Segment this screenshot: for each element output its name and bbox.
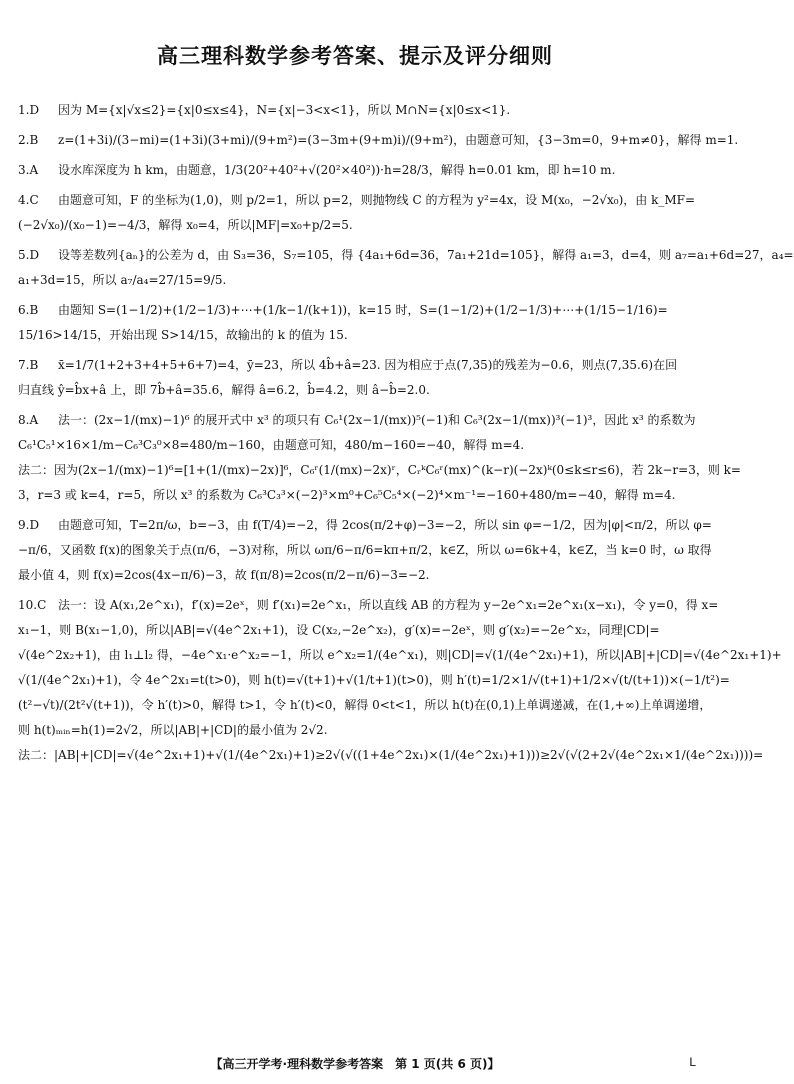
answer-list bbox=[18, 98, 794, 773]
answer-line bbox=[18, 743, 764, 768]
answer-line bbox=[18, 643, 782, 668]
answer-line bbox=[18, 158, 698, 183]
answer-number: 5.D bbox=[18, 248, 40, 262]
answer-text: −π/6，又函数 f(x)的图象关于点(π/6，−3)对称，所以 ωπ/6−π/6=kπ+π/2，k∈Z，所以 ω=6k+4，k∈Z，当 k=0 时，ω 取得 bbox=[18, 543, 712, 557]
answer-number: 10.C bbox=[18, 598, 47, 612]
answer-item bbox=[18, 243, 794, 293]
answer-text: 设水库深度为 h km，由题意，1/3(20²+40²+√(20²×40²))·h=28/3，解得 h=0.01 km，即 h=10 m. bbox=[58, 163, 616, 177]
answer-text: 15/16>14/15，开始出现 S>14/15，故输出的 k 的值为 15. bbox=[18, 328, 348, 342]
answer-line bbox=[18, 668, 730, 693]
answer-line bbox=[18, 213, 698, 238]
answer-text: √(4e^2x₂+1)，由 l₁⊥l₂ 得，−4e^x₁·e^x₂=−1，所以 e^x₂=1/(4e^x₁)，则|CD|=√(1/(4e^2x₁)+1)，所以|AB|+|CD|=√(4e^2x₁+1)+ bbox=[18, 648, 782, 662]
answer-text: 由题知 S=(1−1/2)+(1/2−1/3)+⋯+(1/k−1/(k+1))，k=15 时，S=(1−1/2)+(1/2−1/3)+⋯+(1/15−1/16)= bbox=[58, 303, 668, 317]
answer-text: a₁+3d=15，所以 a₇/a₄=27/15=9/5. bbox=[18, 273, 227, 287]
page-footer: 【高三开学考·理科数学参考答案 第 1 页(共 6 页)】 bbox=[210, 1057, 500, 1071]
answer-text: 设等差数列{aₙ}的公差为 d，由 S₃=36，S₇=105，得 {4a₁+6d=36，7a₁+21d=105}，解得 a₁=3，d=4，则 a₇=a₁+6d=27，a₄= bbox=[58, 248, 794, 262]
answer-line bbox=[18, 538, 712, 563]
answer-line bbox=[18, 188, 698, 213]
answer-line bbox=[18, 433, 698, 458]
answer-item bbox=[18, 353, 698, 403]
answer-item bbox=[18, 593, 782, 768]
answer-line bbox=[18, 513, 712, 538]
answer-text: 最小值 4，则 f(x)=2cos(4x−π/6)−3，故 f(π/8)=2cos(π/2−π/6)−3=−2. bbox=[18, 568, 430, 582]
answer-text: 法二：|AB|+|CD|=√(4e^2x₁+1)+√(1/(4e^2x₁)+1)≥2√(√((1+4e^2x₁)×(1/(4e^2x₁)+1)))≥2√(√(2+2√(4e^2x₁×1/(4e^2x₁))))= bbox=[18, 748, 764, 762]
answer-item bbox=[18, 188, 698, 238]
answer-line bbox=[18, 458, 741, 483]
answer-item bbox=[18, 98, 698, 123]
answer-text: 则 h(t)ₘᵢₙ=h(1)=2√2，所以|AB|+|CD|的最小值为 2√2. bbox=[18, 723, 328, 737]
answer-number: 1.D bbox=[18, 103, 40, 117]
answer-line bbox=[18, 593, 719, 618]
answer-text: (t²−√t)/(2t²√(t+1))，令 h′(t)>0，解得 t>1，令 h′(t)<0，解得 0<t<1，所以 h(t)在(0,1)上单调递减，在(1,+∞)上单调递增， bbox=[18, 698, 712, 712]
answer-text: 法一：(2x−1/(mx)−1)⁶ 的展开式中 x³ 的项只有 C₆¹(2x−1/(mx))⁵(−1)和 C₆³(2x−1/(mx))³(−1)³，因此 x³ 的系数为 bbox=[58, 413, 696, 427]
answer-number: 4.C bbox=[18, 193, 39, 207]
answer-text: 法二：因为(2x−1/(mx)−1)⁶=[1+(1/(mx)−2x)]⁶，C₆ʳ(1/(mx)−2x)ʳ，CᵣᵏC₆ʳ(mx)^(k−r)(−2x)ᵏ(0≤k≤r≤6)，若 2k−r=3，则 k= bbox=[18, 463, 741, 477]
answer-line bbox=[18, 718, 698, 743]
answer-number: 7.B bbox=[18, 358, 39, 372]
answer-item bbox=[18, 408, 741, 508]
page-title: 高三理科数学参考答案、提示及评分细则 bbox=[157, 44, 553, 68]
answer-line bbox=[18, 618, 698, 643]
answer-line bbox=[18, 323, 698, 348]
answer-text: x̄=1/7(1+2+3+4+5+6+7)=4，ȳ=23，所以 4b̂+â=23. 因为相应于点(7,35)的残差为−0.6，则点(7,35.6)在回 bbox=[58, 358, 678, 372]
answer-line bbox=[18, 98, 698, 123]
answer-number: 6.B bbox=[18, 303, 39, 317]
answer-number: 3.A bbox=[18, 163, 39, 177]
answer-text: x₁−1，则 B(x₁−1,0)，所以|AB|=√(4e^2x₁+1)，设 C(x₂,−2e^x₂)，g′(x)=−2eˣ，则 g′(x₂)=−2e^x₂，同理|CD|= bbox=[18, 623, 660, 637]
answer-number: 9.D bbox=[18, 518, 40, 532]
answer-line bbox=[18, 483, 698, 508]
answer-text: z=(1+3i)/(3−mi)=(1+3i)(3+mi)/(9+m²)=(3−3m+(9+m)i)/(9+m²)，由题意可知，{3−3m=0，9+m≠0}，解得 m=1. bbox=[58, 133, 739, 147]
answer-item bbox=[18, 298, 698, 348]
answer-line bbox=[18, 128, 739, 153]
answer-text: 由题意可知，F 的坐标为(1,0)，则 p/2=1，所以 p=2，则抛物线 C 的方程为 y²=4x，设 M(x₀，−2√x₀)，由 k_MF= bbox=[58, 193, 696, 207]
answer-text: C₆¹C₅¹×16×1/m−C₆³C₃⁰×8=480/m−160，由题意可知，480/m−160=−40，解得 m=4. bbox=[18, 438, 525, 452]
corner-mark: L bbox=[689, 1055, 696, 1069]
answer-line bbox=[18, 378, 698, 403]
answer-text: 法一：设 A(x₁,2e^x₁)，f′(x)=2eˣ，则 f′(x₁)=2e^x₁，所以直线 AB 的方程为 y−2e^x₁=2e^x₁(x−x₁)，令 y=0，得 x= bbox=[58, 598, 719, 612]
answer-text: 归直线 ŷ=b̂x+â 上，即 7b̂+â=35.6，解得 â=6.2，b̂=4.2，则 â−b̂=2.0. bbox=[18, 383, 430, 397]
answer-text: 3，r=3 或 k=4，r=5，所以 x³ 的系数为 C₆³C₃³×(−2)³×m⁰+C₆⁵C₅⁴×(−2)⁴×m⁻¹=−160+480/m=−40，解得 m=4. bbox=[18, 488, 676, 502]
answer-text: 由题意可知，T=2π/ω，b=−3，由 f(T/4)=−2，得 2cos(π/2+φ)−3=−2，所以 sin φ=−1/2，因为|φ|<π/2，所以 φ= bbox=[58, 518, 712, 532]
answer-text: 因为 M={x|√x≤2}={x|0≤x≤4}，N={x|−3<x<1}，所以 M∩N={x|0≤x<1}. bbox=[58, 103, 511, 117]
answer-line bbox=[18, 243, 794, 268]
answer-item bbox=[18, 158, 698, 183]
answer-line bbox=[18, 298, 698, 323]
answer-item bbox=[18, 128, 739, 153]
answer-line bbox=[18, 408, 698, 433]
answer-number: 2.B bbox=[18, 133, 39, 147]
answer-line bbox=[18, 693, 712, 718]
answer-line bbox=[18, 268, 698, 293]
answer-line bbox=[18, 353, 698, 378]
answer-text: (−2√x₀)/(x₀−1)=−4/3，解得 x₀=4，所以|MF|=x₀+p/2=5. bbox=[18, 218, 353, 232]
answer-line bbox=[18, 563, 698, 588]
answer-text: √(1/(4e^2x₁)+1)，令 4e^2x₁=t(t>0)，则 h(t)=√(t+1)+√(1/t+1)(t>0)，则 h′(t)=1/2×1/√(t+1)+1/2×√(t/(t+1))×(−1/t²)= bbox=[18, 673, 730, 687]
answer-number: 8.A bbox=[18, 413, 39, 427]
answer-item bbox=[18, 513, 712, 588]
